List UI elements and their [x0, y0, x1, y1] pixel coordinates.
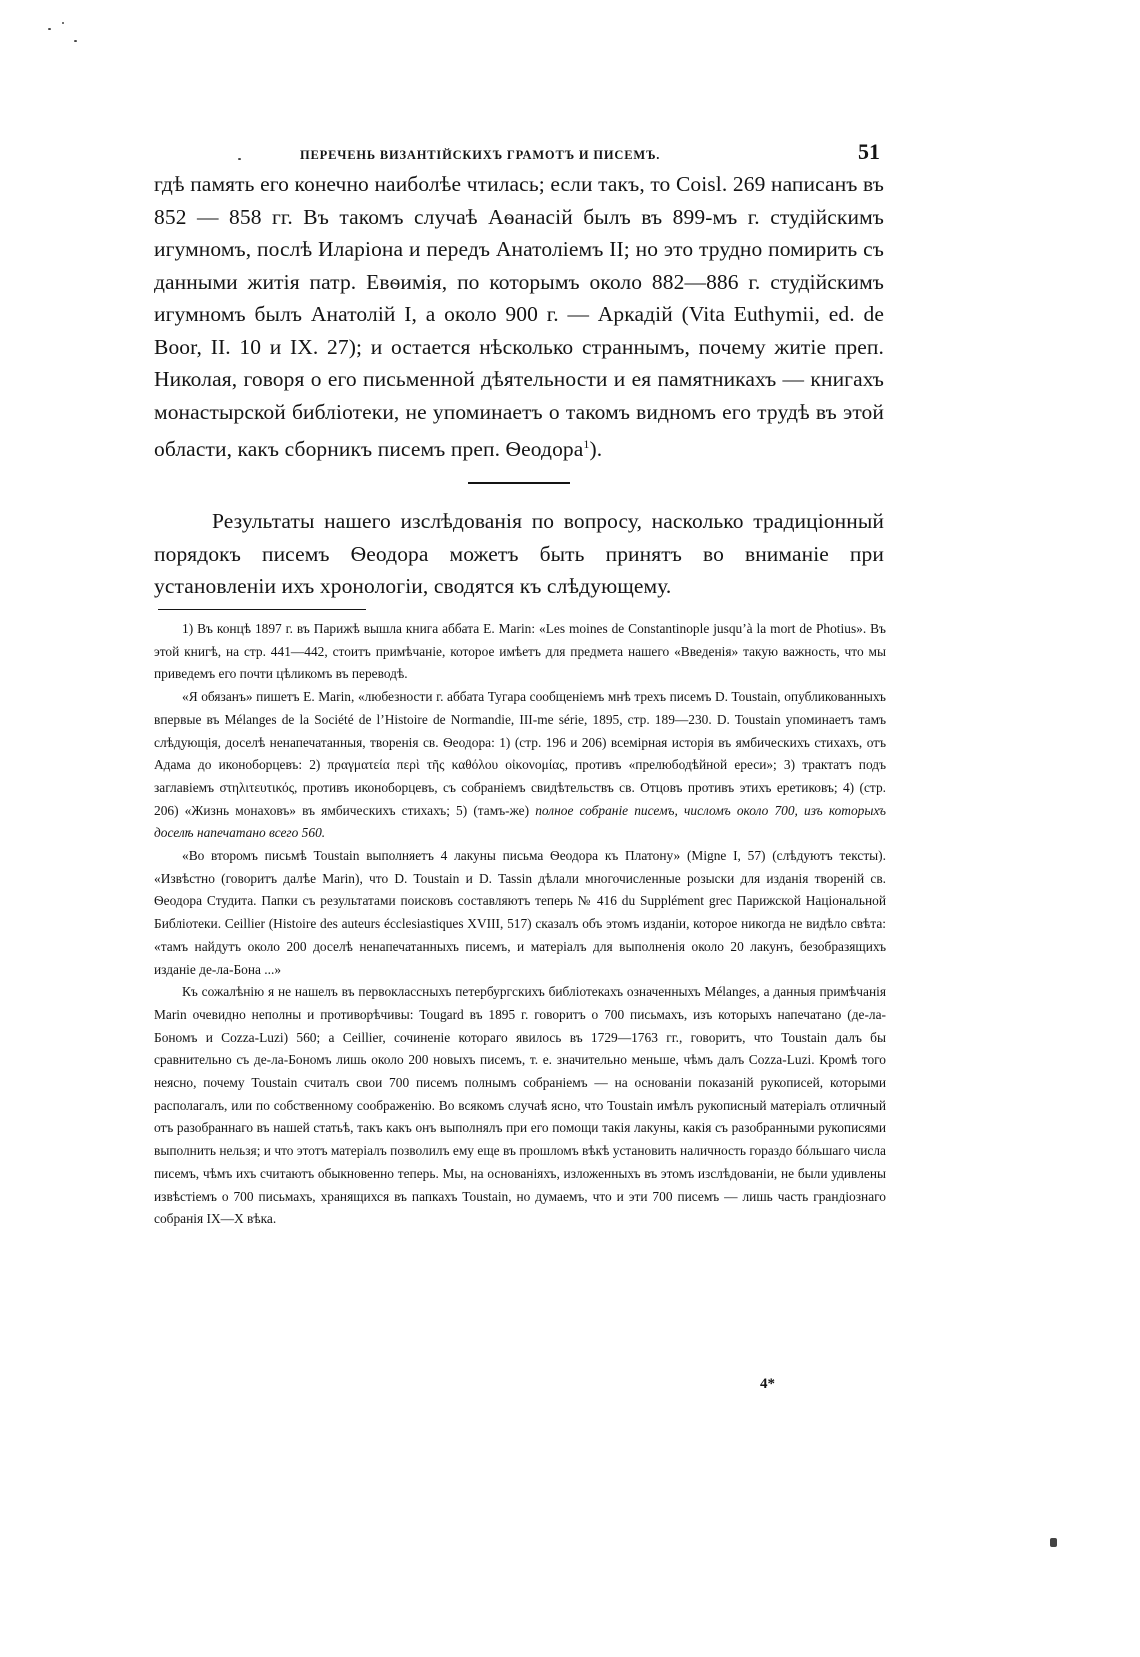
footnote-1-marin-quote-text: «Я обязанъ» пишетъ E. Marin, «любезности г. аббата Тугара сообщеніемъ мнѣ трехъ писемъ D. Toustain, опубликованныхъ впервые въ Mélanges de la Société de l’Histoire de Normandie, III-me série, 1895, стр. 189—230. D. Toustain упоминаетъ тамъ слѣдующія, доселѣ ненапечатанныя, творенія св. Ѳеодора: 1) (стр. 196 и 206) всемірная исторія въ ямбическихъ стихахъ, отъ Адама до иконоборцевъ: 2) πραγματεία περὶ τῆς καθόλου οἰκονομίας, противъ «прелюбодѣйной ереси»; 3) трактатъ подъ заглавіемъ στηλιτευτικός, противъ иконоборцевъ, съ собраніемъ свидѣтельствъ св. Отцовъ противъ этихъ еретиковъ; 4) (стр. 206) «Жизнь монаховъ» въ ямбическихъ стихахъ; 5) (тамъ-же) [154, 689, 886, 818]
footnote-1-second-letter: «Во второмъ письмѣ Toustain выполняетъ 4 лакуны письма Ѳеодора къ Платону» (Migne I, 57) (слѣдуютъ тексты). «Извѣстно (говоритъ далѣе Marin), что D. Toustain и D. Tassin дѣлали многочисленные розыски для изданія твореній св. Ѳеодора Студита. Папки съ результатами поисковъ составляютъ теперь № 416 du Supplément grec Парижской Національной Библіотеки. Ceillier (Histoire des auteurs écclesiastiques XVIII, 517) сказалъ объ этомъ изданіи, которое никогда не видѣло свѣта: «тамъ найдутъ около 200 доселѣ ненапечатанныхъ писемъ, и матеріалъ для выполненія около 20 лакунъ, безобразящихъ изданіе де-ла-Бона ...» [154, 848, 886, 977]
footnote-reference[interactable]: 1 [583, 437, 590, 451]
continuation-paragraph-text: гдѣ память его конечно наиболѣе чтилась; если такъ, то Coisl. 269 написанъ въ 852 — 858 гг. Въ такомъ случаѣ Аѳанасій былъ въ 899-мъ г. студійскимъ игумномъ, послѣ Иларіона и передъ Анатоліемъ II; но это трудно помирить съ данными житія патр. Евѳимія, по которымъ около 882—886 г. студійскимъ игумномъ былъ Анатолій I, а около 900 г. — Аркадій (Vita Euthymii, ed. de Boor, II. 10 и IX. 27); и остается нѣсколько страннымъ, почему житіе преп. Николая, говоря о его письменной дѣятельности и ея памятникахъ — книгахъ монастырской библіотеки, не упоминаетъ о такомъ видномъ его трудѣ въ этой области, какъ сборникъ писемъ преп. Ѳеодора [154, 172, 884, 462]
continuation-paragraph-end: ). [589, 437, 603, 462]
scan-speck [62, 22, 64, 24]
running-title: ПЕРЕЧЕНЬ ВИЗАНТІЙСКИХЪ ГРАМОТЪ И ПИСЕМЪ. [300, 148, 661, 162]
scan-speck [48, 28, 51, 30]
scan-speck [1050, 1538, 1057, 1547]
section-divider [468, 482, 570, 484]
footnote-rule [158, 609, 366, 610]
footnote-1-marin-quote-italic: полное собраніе писемъ, числомъ около 700, изъ которыхъ доселѣ напечатано всего 560. [154, 802, 886, 841]
results-paragraph: Результаты нашего изслѣдованія по вопросу, насколько традиціонный порядокъ писемъ Ѳеодора можетъ быть принятъ во вниманіе при установленіи ихъ хронологіи, сводятся къ слѣдующему. [154, 509, 884, 598]
signature-mark: 4* [760, 1376, 775, 1392]
main-text-block [154, 168, 884, 466]
continuation-paragraph [154, 168, 884, 466]
footnote-1-intro: 1) Въ концѣ 1897 г. въ Парижѣ вышла книга аббата E. Marin: «Les moines de Constantinople jusqu’à la mort de Photius». Въ этой книгѣ, на стр. 441—442, стоитъ примѣчаніе, которое имѣетъ для предмета нашего «Введенія» такую важность, что мы приведемъ его почти цѣликомъ въ переводѣ. [154, 621, 886, 682]
footnote-1-author-comment: Къ сожалѣнію я не нашелъ въ первоклассныхъ петербургскихъ библіотекахъ означенныхъ Mélanges, а данныя примѣчанія Marin очевидно неполны и противорѣчивы: Tougard въ 1895 г. говоритъ о 700 письмахъ, изъ которыхъ напечатано (де-ла-Бономъ и Cozza-Luzi) 560; а Ceillier, сочиненіе котораго явилось въ 1729—1763 гг., говоритъ, что Toustain далъ бы сравнительно съ де-ла-Бономъ лишь около 200 новыхъ писемъ, т. е. значительно меньше, чѣмъ далъ Cozza-Luzi. Кромѣ того неясно, почему Toustain считалъ свои 700 писемъ полнымъ собраніемъ — на основаніи показаній рукописей, которыми располагалъ, или по собственному соображенію. Во всякомъ случаѣ ясно, что Toustain имѣлъ рукописный матеріалъ отличный отъ разобраннаго въ нашей статьѣ, такъ какъ онъ выполнялъ при его помощи такія лакуны, какія съ разобранными рукописями выполнить нельзя; и что этотъ матеріалъ позволилъ ему еще въ прошломъ вѣкѣ установить наличность гораздо бóльшаго числа писемъ, чѣмъ ихъ считаютъ обыкновенно теперь. Мы, на основаніяхъ, изложенныхъ въ этомъ изслѣдованіи, не были удивлены извѣстіемъ о 700 письмахъ, хранящихся въ папкахъ Toustain, но думаемъ, что и эти 700 писемъ — лишь часть грандіознаго собранія IX—X вѣка. [154, 984, 886, 1227]
scan-speck [238, 158, 241, 160]
scan-speck [74, 40, 77, 42]
footnotes-block [154, 618, 886, 1231]
footnote-1-marin-quote [154, 686, 886, 845]
page-number: 51 [858, 139, 880, 164]
